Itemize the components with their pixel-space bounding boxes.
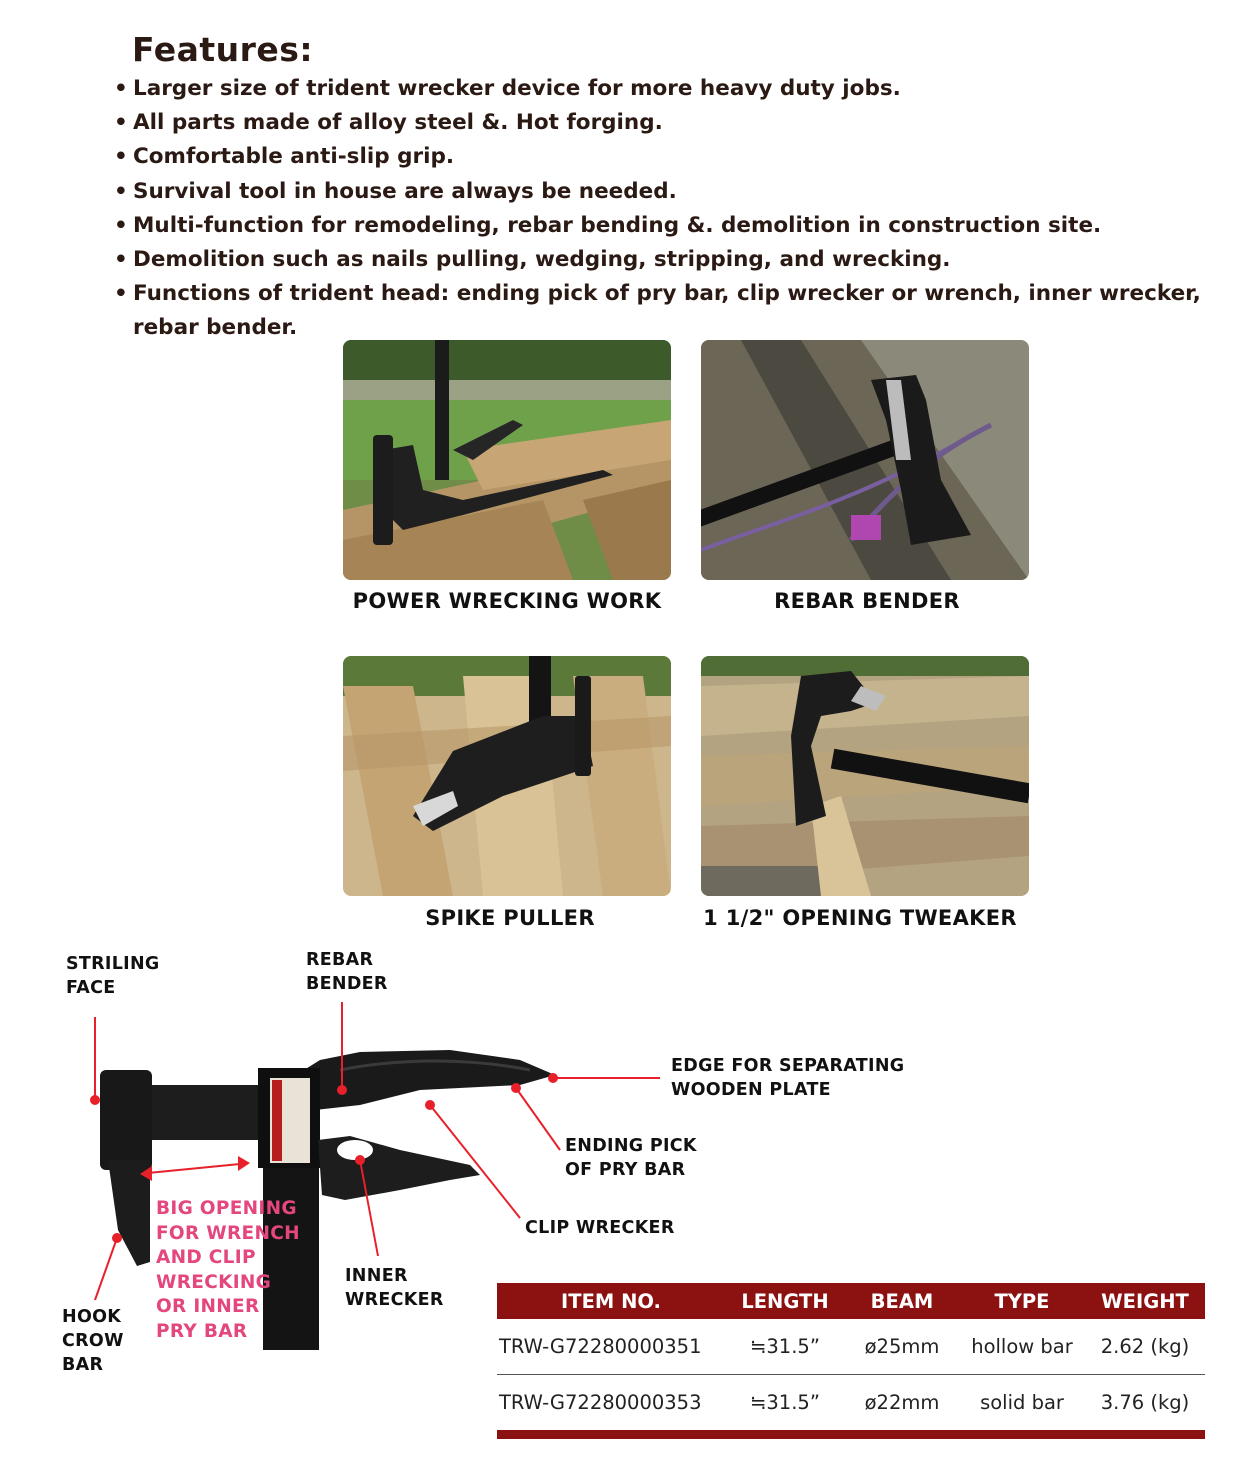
- cell-length: ≒31.5”: [750, 1391, 820, 1414]
- photo-rebar-bender: [701, 340, 1029, 580]
- cell-type: solid bar: [980, 1391, 1064, 1414]
- feature-item: • Demolition such as nails pulling, wedging, stripping, and wrecking.: [112, 243, 1222, 277]
- cell-length: ≒31.5”: [750, 1335, 820, 1358]
- cell-type: hollow bar: [971, 1335, 1073, 1358]
- pry-bar-claw: [280, 1050, 555, 1110]
- caption-spike-puller: SPIKE PULLER: [425, 906, 595, 930]
- label-ending-pick: ENDING PICK OF PRY BAR: [565, 1136, 697, 1180]
- feature-item: • Survival tool in house are always be needed.: [112, 175, 1222, 209]
- header-item-no: ITEM NO.: [561, 1289, 661, 1313]
- feature-item: • Functions of trident head: ending pick of pry bar, clip wrecker or wrench, inner wrecker, rebar bender.: [112, 277, 1222, 345]
- label-clip-wrecker: CLIP WRECKER: [525, 1218, 675, 1238]
- label-inner-wrecker: INNER WRECKER: [345, 1266, 444, 1310]
- feature-item: • Larger size of trident wrecker device for more heavy duty jobs.: [112, 72, 1222, 106]
- label-striling-face: STRILING FACE: [66, 954, 160, 998]
- cell-beam: ø22mm: [864, 1391, 940, 1414]
- label-hook-crow-bar: HOOK CROW BAR: [62, 1307, 124, 1375]
- cell-item-no: TRW-G72280000353: [499, 1391, 702, 1414]
- cell-weight: 3.76 (kg): [1100, 1391, 1190, 1414]
- photo-opening-tweaker: [701, 656, 1029, 896]
- cell-beam: ø25mm: [864, 1335, 940, 1358]
- label-edge-separating: EDGE FOR SEPARATING WOODEN PLATE: [671, 1056, 905, 1100]
- table-row: [497, 1319, 1205, 1375]
- label-big-opening: BIG OPENING FOR WRENCH AND CLIP WRECKING OR INNER PRY BAR: [156, 1198, 300, 1342]
- feature-item: • Comfortable anti-slip grip.: [112, 140, 1222, 174]
- features-title: Features:: [132, 30, 314, 69]
- label-rebar-bender: REBAR BENDER: [306, 950, 388, 994]
- cell-item-no: TRW-G72280000351: [499, 1335, 702, 1358]
- cell-weight: 2.62 (kg): [1100, 1335, 1190, 1358]
- photo-spike-puller: [343, 656, 671, 896]
- caption-rebar-bender: REBAR BENDER: [774, 589, 960, 613]
- table-row: [497, 1375, 1205, 1430]
- header-length: LENGTH: [741, 1289, 829, 1313]
- caption-power-wrecking: POWER WRECKING WORK: [352, 589, 662, 613]
- caption-opening-tweaker: 1 1/2" OPENING TWEAKER: [703, 906, 1017, 930]
- header-type: TYPE: [994, 1289, 1050, 1313]
- feature-list: [112, 72, 1222, 346]
- header-weight: WEIGHT: [1101, 1289, 1189, 1313]
- spec-table: [497, 1283, 1205, 1439]
- feature-item: • Multi-function for remodeling, rebar bending &. demolition in construction site.: [112, 209, 1222, 243]
- striking-face: [100, 1070, 152, 1170]
- header-beam: BEAM: [870, 1289, 934, 1313]
- spec-table-header: [497, 1283, 1205, 1319]
- spec-table-footer-bar: [497, 1430, 1205, 1439]
- feature-item: • All parts made of alloy steel &. Hot forging.: [112, 106, 1222, 140]
- photo-power-wrecking: [343, 340, 671, 580]
